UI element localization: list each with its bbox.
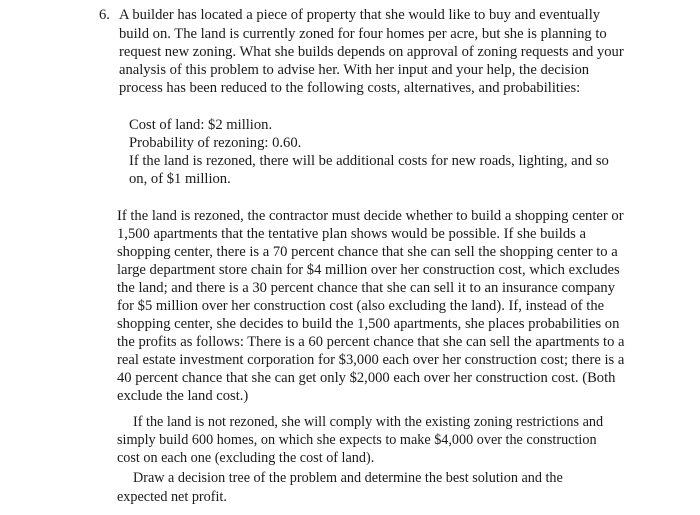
intro-line: process has been reduced to the following costs, alternatives, and probabilities:	[119, 80, 581, 96]
not-rezoned-line: cost on each one (excluding the cost of land).	[117, 450, 375, 466]
rezoned-line: 40 percent chance that she can get only $2,000 each over her construction cost. (Both	[117, 370, 616, 386]
rezoned-line: shopping center, she decides to build the 1,500 apartments, she places probabilities on	[117, 316, 620, 332]
intro-line: analysis of this problem to advise her. With her input and your help, the decision	[119, 62, 590, 78]
fact-line: on, of $1 million.	[129, 171, 231, 187]
intro-line: A builder has located a piece of property that she would like to buy and eventually	[119, 7, 601, 23]
rezoned-line: shopping center, there is a 70 percent chance that she can sell the shopping center to a	[117, 244, 618, 260]
rezoned-line: for $5 million over her construction cost (also excluding the land). If, instead of the	[117, 298, 605, 314]
rezoned-line: large department store chain for $4 million over her construction cost, which excludes	[117, 262, 620, 278]
rezoned-line: 1,500 apartments that the tentative plan shows would be possible. If she builds a	[117, 226, 586, 242]
not-rezoned-line: If the land is not rezoned, she will comply with the existing zoning restrictions and	[133, 414, 604, 430]
rezoned-line: exclude the land cost.)	[117, 388, 249, 404]
intro-line: build on. The land is currently zoned for four homes per acre, but she is planning to	[119, 26, 607, 42]
problem-number: 6.	[99, 7, 110, 23]
rezoned-line: the land; and there is a 30 percent chance that she can sell it to an insurance company	[117, 280, 616, 296]
intro-line: request new zoning. What she builds depends on approval of zoning requests and your	[119, 44, 624, 60]
fact-line: Cost of land: $2 million.	[129, 117, 273, 133]
task-line: expected net profit.	[117, 489, 227, 505]
rezoned-line: real estate investment corporation for $3,000 each over her construction cost; there is a	[117, 352, 625, 368]
task-line: Draw a decision tree of the problem and determine the best solution and the	[133, 470, 563, 486]
rezoned-line: If the land is rezoned, the contractor must decide whether to build a shopping center or	[117, 208, 624, 224]
rezoned-line: the profits as follows: There is a 60 percent chance that she can sell the apartments to a	[117, 334, 625, 350]
not-rezoned-line: simply build 600 homes, on which she expects to make $4,000 over the construction	[117, 432, 597, 448]
fact-line: If the land is rezoned, there will be additional costs for new roads, lighting, and so	[129, 153, 609, 169]
fact-line: Probability of rezoning: 0.60.	[129, 135, 302, 151]
